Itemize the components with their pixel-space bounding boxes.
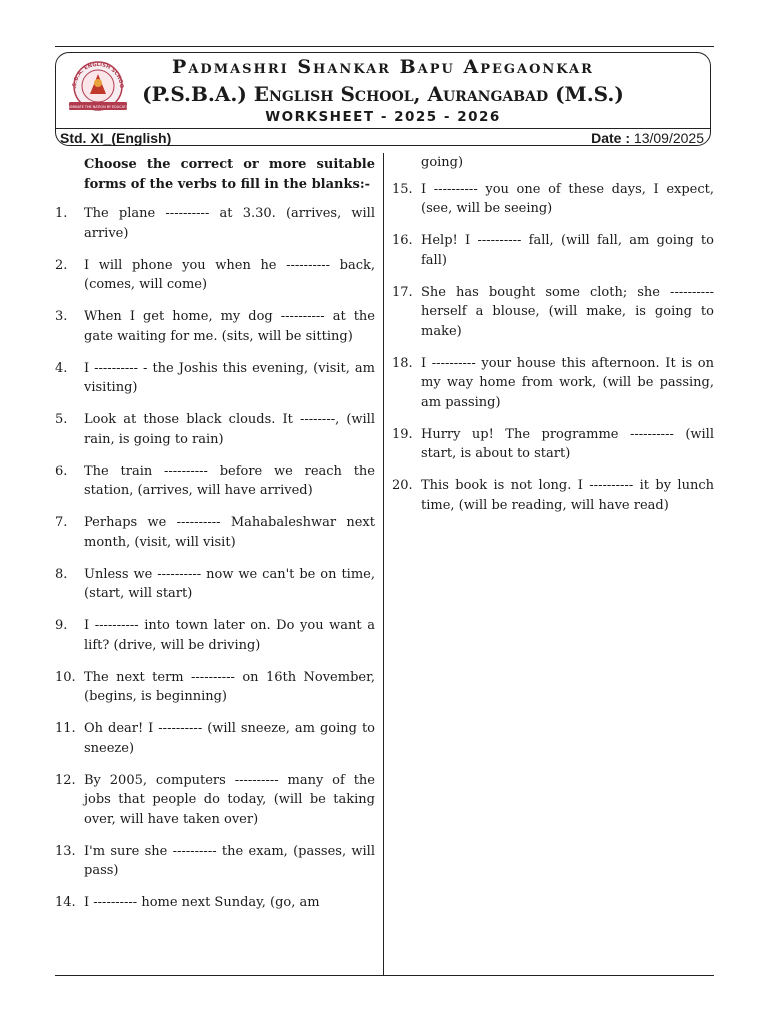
question-number: 12. [55,772,76,788]
question-number: 11. [55,721,76,736]
question-number: 2. [55,257,68,273]
question-number: 8. [55,566,68,582]
question-item [55,204,375,243]
question-text: The plane ---------- at 3.30. (arrives, will arrive) [84,206,375,241]
instructions: Choose the correct or more suitable forms of the verbs to fill in the blanks:- [84,157,375,192]
question-text: When I get home, my dog ---------- at the gate waiting for me. (sits, will be sitting) [84,309,375,344]
question-text: Help! I ---------- fall, (will fall, am going to fall) [421,233,714,268]
question-number: 6. [55,463,68,479]
bottom-rule [55,975,714,976]
question-14-continuation: going) [421,155,464,170]
date-value: 13/09/2025 [633,130,704,146]
question-number: 7. [55,515,68,530]
question-number: 18. [392,355,413,371]
question-number: 20. [392,478,413,493]
question-item [392,425,714,464]
question-number: 10. [55,669,76,685]
question-text: Hurry up! The programme ---------- (will start, is about to start) [421,426,714,461]
worksheet-title: WORKSHEET - 2025 - 2026 [265,109,501,125]
question-text: She has bought some cloth; she ---------- herself a blouse, (will make, is going to make) [421,284,714,339]
question-item [55,893,375,913]
question-item [55,719,375,758]
question-item [55,513,375,552]
question-number: 15. [392,181,413,197]
info-row [56,128,710,147]
question-item [55,359,375,398]
question-item [55,256,375,295]
question-item [55,410,375,449]
question-text: I'm sure she ---------- the exam, (passes, will pass) [84,843,375,878]
logo-arc-text: .S.B.A. ENGLISH SCHOO [71,61,125,89]
question-number: 9. [55,618,68,633]
question-item [55,462,375,501]
question-text: I ---------- you one of these days, I expect, (see, will be seeing) [421,181,714,216]
question-list-left [55,204,375,913]
question-item [392,476,714,515]
question-item [392,283,714,342]
school-logo [63,56,133,114]
date-field [591,130,704,146]
question-number: 3. [55,309,68,324]
question-number: 1. [55,206,68,221]
question-text: I ---------- into town later on. Do you want a lift? (drive, will be driving) [84,618,375,653]
question-number: 19. [392,426,413,442]
left-column [55,155,375,925]
standard-label: Std. XI_(English) [60,130,172,146]
question-text: I will phone you when he ---------- back, (comes, will come) [84,257,375,292]
question-text: I ---------- - the Joshis this evening, (visit, am visiting) [84,360,375,395]
date-label: Date : [591,130,631,146]
school-name-line2: (P.S.B.A.) English School, Aurangabad (M.S.) [142,82,624,106]
question-text: The train ---------- before we reach the station, (arrives, will have arrived) [84,463,375,498]
question-item [55,565,375,604]
question-number: 14. [55,895,76,910]
question-item [55,616,375,655]
top-rule [55,46,714,47]
column-divider [383,153,384,975]
question-item [55,842,375,881]
question-item [392,354,714,413]
question-item [55,668,375,707]
school-header [55,52,711,146]
question-item [392,180,714,219]
question-text: I ---------- home next Sunday, (go, am [84,895,320,910]
question-text: I ---------- your house this afternoon. It is on my way home from work, (will be passing, am passing) [421,355,714,410]
question-number: 16. [392,233,413,248]
question-text: By 2005, computers ---------- many of the jobs that people do today, (will be taking over, will have taken over) [84,772,375,827]
question-list-right [392,180,714,516]
question-text: Look at those black clouds. It --------, (will rain, is going to rain) [84,412,375,447]
question-text: The next term ---------- on 16th November, (begins, is beginning) [84,669,375,704]
question-text: This book is not long. I ---------- it by lunch time, (will be reading, will have read) [421,478,714,513]
right-column [392,155,714,528]
question-text: Perhaps we ---------- Mahabaleshwar next month, (visit, will visit) [84,515,375,550]
question-item [55,307,375,346]
question-number: 13. [55,843,76,859]
question-item [392,231,714,270]
question-number: 4. [55,360,68,376]
logo-motto: ILLUMINATE THE NATION BY EDUCATION [64,105,132,109]
question-item [55,771,375,830]
question-text: Unless we ---------- now we can't be on time, (start, will start) [84,566,375,601]
question-number: 5. [55,412,68,427]
school-name-line1: Padmashri Shankar Bapu Apegaonkar [172,56,594,78]
question-text: Oh dear! I ---------- (will sneeze, am going to sneeze) [84,721,375,756]
question-number: 17. [392,284,413,300]
